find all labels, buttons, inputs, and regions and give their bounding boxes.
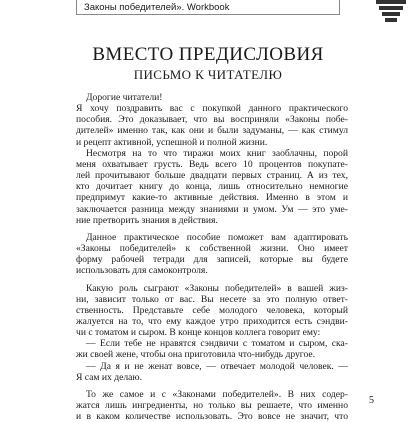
page-number: 5 [369, 395, 374, 406]
text-line: ние претворить знания в действия. [76, 214, 218, 226]
text-line: заключается разница между знаниями и умом. Ум — это уме- [76, 203, 348, 215]
text-line: Я сам их делаю. [76, 371, 142, 383]
text-line: и в каком количестве использовать. Это вовсе не значит, что [76, 411, 348, 422]
text-line: жи своей жене, чтобы она приготовила что-нибудь другое. [76, 349, 316, 361]
text-line: кто дочитает книгу до конца, лишь относительно немногие [76, 181, 348, 193]
text-line: Я хочу поздравить вас с покупкой данного практического [76, 103, 348, 115]
text-line: ственность. Представьте себе молодого человека, который [76, 304, 348, 316]
text-line: и рецепт активной, успешной и полной жизни. [76, 136, 268, 148]
text-line: жатся лишь ингредиенты, но только вы решаете, что именно [76, 400, 348, 412]
text-line: — Да я и не женат вовсе, — отвечает молодой человек. — [86, 360, 348, 372]
running-header [76, 0, 340, 15]
text-line: жалуется на то, что ему каждое утро приходится есть сэндви- [76, 315, 348, 327]
paragraph-dialogue [76, 361, 348, 383]
text-line: пособия. Это доказывает, что вы восприняли «Законы побе- [76, 114, 348, 126]
chapter-title: ВМЕСТО ПРЕДИСЛОВИЯ [92, 44, 324, 65]
chapter-subtitle: ПИСЬМО К ЧИТАТЕЛЮ [133, 67, 283, 82]
paragraph-greeting [76, 92, 348, 103]
text-line: — Если тебе не нравятся сэндвичи с томатом и сыром, ска- [86, 338, 348, 350]
text-line: Несмотря на то что тиражи моих книг заоблачны, порой [86, 147, 348, 159]
text-line: меня охватывает грусть. Ведь всего 10 процентов покупате- [76, 158, 348, 170]
text-line: Данное практическое пособие поможет вам адаптировать [86, 231, 348, 243]
text-line: дителей» именно так, как они и были задуманы, — как стимул [76, 125, 348, 137]
paragraph [76, 148, 348, 226]
text-line: форму рабочей тетради для записей, которые вы будете [76, 254, 348, 266]
text-line: использовать для самоконтроля. [76, 265, 208, 277]
paragraph-dialogue [76, 338, 348, 360]
text-line: Дорогие читатели! [86, 92, 163, 103]
paragraph [76, 103, 348, 148]
publisher-logo-icon [376, 0, 406, 22]
paragraph [76, 283, 348, 339]
text-line: То же самое и с «Законами победителей». В них содер- [86, 388, 348, 400]
paragraph [76, 232, 348, 277]
text-line: чи с томатом и сыром. В конце концов коллега говорит ему: [76, 327, 321, 339]
text-line: ни, зависит только от вас. Вы несете за это полную ответ- [76, 293, 348, 305]
running-title: Законы победителей». Workbook [84, 2, 230, 13]
paragraph [76, 389, 348, 422]
body-text [76, 92, 348, 422]
text-line: «Законы победителей» к собственной жизни. Оно имеет [76, 243, 348, 255]
text-line: лей прочитывают больше двадцати первых страниц. А из тех, [76, 170, 348, 182]
text-line: предпримут какие-то активные действия. Именно в этом и [76, 192, 348, 204]
text-line: Какую роль сыграют «Законы победителей» в вашей жиз- [86, 282, 348, 294]
